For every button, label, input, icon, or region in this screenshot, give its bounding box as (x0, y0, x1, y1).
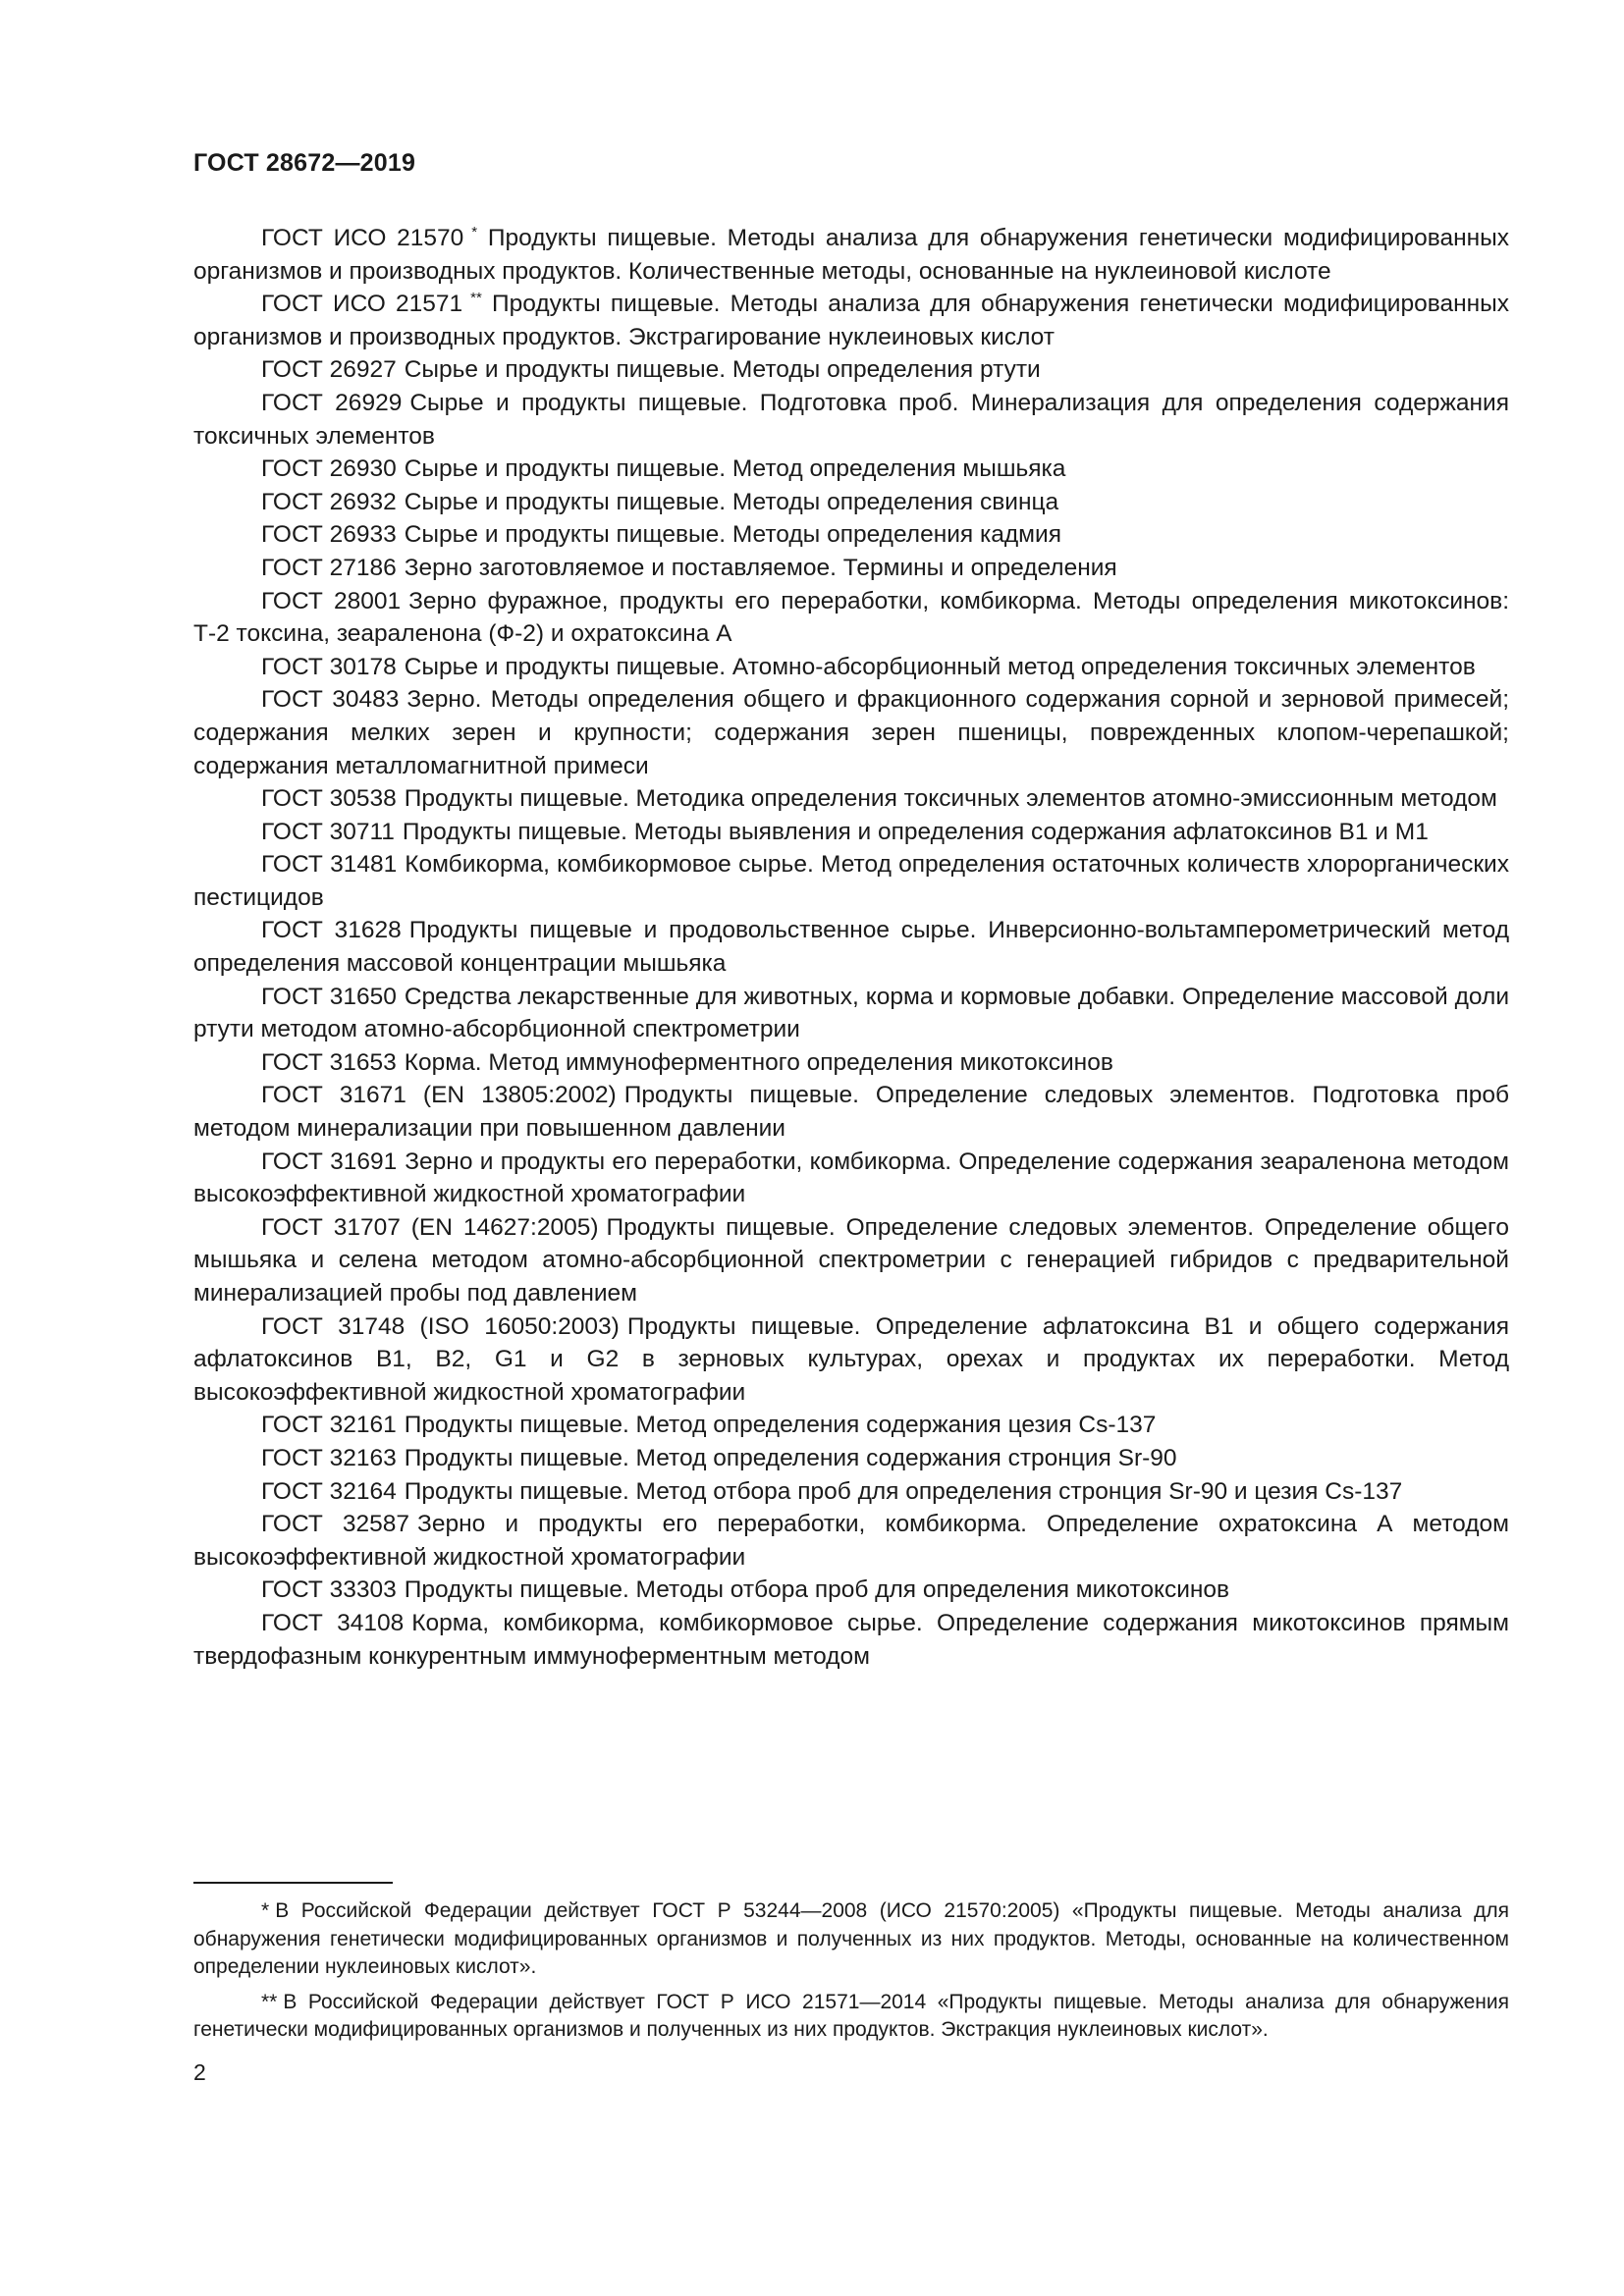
footnote-separator (193, 1882, 393, 1884)
reference-code: ГОСТ 31671 (EN 13805:2002) (261, 1082, 617, 1109)
reference-title: Сырье и продукты пищевые. Методы определения свинца (404, 488, 1059, 515)
reference-title: Продукты пищевые. Методы отбора проб для определения микотоксинов (404, 1576, 1230, 1604)
reference-title: Зерно и продукты его переработки, комбикорма. Определение содержания зеараленона методом высокоэффективной жидкостной хроматографии (193, 1148, 1509, 1208)
reference-code: ГОСТ 32163 (261, 1444, 397, 1471)
reference-title: Сырье и продукты пищевые. Методы определения кадмия (404, 521, 1061, 549)
reference-item (193, 816, 1509, 849)
reference-title: Продукты пищевые. Определение афлатоксина В1 и общего содержания афлатоксинов В1, В2, G1 и G2 в зерновых культурах, орехах и продуктах их переработки. Метод высокоэффективной жидкостной хроматографии (193, 1312, 1509, 1406)
document-header: ГОСТ 28672—2019 (193, 149, 416, 177)
footnote-text: В Российской Федерации действует ГОСТ Р ИСО 21571—2014 «Продукты пищевые. Методы анализа для обнаружения генетически модифицированных организмов и полученных из них продуктов. Экстракция нуклеиновых кислот». (193, 1990, 1509, 2041)
reference-title: Зерно заготовляемое и поставляемое. Термины и определения (404, 554, 1117, 581)
reference-code: ГОСТ 31748 (ISO 16050:2003) (261, 1312, 620, 1340)
reference-item (193, 1607, 1509, 1673)
reference-item (193, 1409, 1509, 1442)
reference-code: ГОСТ 26929 (261, 389, 403, 416)
reference-code: ГОСТ 26933 (261, 521, 397, 549)
reference-code: ГОСТ 26930 (261, 455, 397, 483)
reference-item (193, 1146, 1509, 1211)
footnote (193, 1989, 1509, 2045)
page-number: 2 (193, 2059, 206, 2085)
reference-item (193, 453, 1509, 486)
reference-item (193, 518, 1509, 552)
reference-code: ГОСТ ИСО 21571 (261, 291, 463, 318)
reference-code: ГОСТ 27186 (261, 554, 397, 581)
reference-code: ГОСТ 33303 (261, 1576, 397, 1604)
footnote-marker: ** (470, 290, 482, 307)
reference-item (193, 552, 1509, 585)
reference-code: ГОСТ 31628 (261, 917, 402, 944)
footnote (193, 1897, 1509, 1982)
footnotes (193, 1897, 1509, 2052)
reference-title: Комбикорма, комбикормовое сырье. Метод определения остаточных количеств хлорорганических пестицидов (193, 851, 1509, 911)
footnote-mark: ** (261, 1990, 278, 2013)
reference-item (193, 486, 1509, 519)
reference-item (193, 914, 1509, 980)
reference-item (193, 1574, 1509, 1607)
reference-title: Сырье и продукты пищевые. Методы определения ртути (404, 356, 1041, 384)
reference-item (193, 981, 1509, 1046)
reference-item (193, 288, 1509, 353)
reference-code: ГОСТ 31481 (261, 851, 398, 879)
reference-title: Корма, комбикорма, комбикормовое сырье. Определение содержания микотоксинов прямым твердофазным конкурентным иммуноферментным методом (193, 1609, 1510, 1670)
reference-title: Корма. Метод иммуноферментного определения микотоксинов (404, 1048, 1113, 1076)
reference-item (193, 1508, 1509, 1574)
reference-code: ГОСТ 31650 (261, 983, 397, 1010)
reference-title: Продукты пищевые. Определение следовых элементов. Подготовка проб методом минерализации при повышенном давлении (193, 1082, 1509, 1143)
reference-code: ГОСТ 30538 (261, 785, 397, 813)
reference-title: Продукты пищевые. Метод отбора проб для определения стронция Sr-90 и цезия Cs-137 (404, 1477, 1403, 1505)
reference-code: ГОСТ 32161 (261, 1412, 397, 1439)
reference-item (193, 782, 1509, 816)
reference-title: Продукты пищевые. Определение следовых элементов. Определение общего мышьяка и селена методом атомно-абсорбционной спектрометрии с генерацией гибридов с предварительной минерализацией пробы под давлением (193, 1213, 1509, 1307)
reference-code: ГОСТ 34108 (261, 1609, 405, 1636)
reference-item (193, 848, 1509, 914)
footnote-marker: * (471, 224, 478, 240)
reference-item (193, 683, 1509, 782)
reference-code: ГОСТ 30711 (261, 818, 395, 845)
reference-title: Средства лекарственные для животных, корма и кормовые добавки. Определение массовой доли ртути методом атомно-абсорбционной спектрометрии (193, 983, 1510, 1043)
reference-item (193, 1211, 1509, 1310)
reference-code: ГОСТ 30178 (261, 653, 397, 680)
reference-item (193, 222, 1509, 288)
reference-item (193, 353, 1509, 387)
reference-code: ГОСТ 31691 (261, 1148, 398, 1175)
reference-code: ГОСТ 30483 (261, 686, 400, 714)
reference-code: ГОСТ 31707 (EN 14627:2005) (261, 1213, 599, 1241)
footnote-text: В Российской Федерации действует ГОСТ Р 53244—2008 (ИСО 21570:2005) «Продукты пищевые. Методы анализа для обнаружения генетически модифицированных организмов и полученных из них продуктов. Методы, основанные на количественном определении нуклеиновых кислот». (193, 1899, 1509, 1978)
reference-item (193, 1475, 1509, 1509)
reference-item (193, 1442, 1509, 1475)
reference-code: ГОСТ 26927 (261, 356, 397, 384)
reference-code: ГОСТ 31653 (261, 1048, 397, 1076)
reference-item (193, 1046, 1509, 1080)
reference-title: Зерно и продукты его переработки, комбикорма. Определение охратоксина А методом высокоэффективной жидкостной хроматографии (193, 1511, 1510, 1571)
reference-code: ГОСТ ИСО 21570 (261, 225, 464, 251)
reference-title: Сырье и продукты пищевые. Атомно-абсорбционный метод определения токсичных элементов (404, 653, 1476, 680)
reference-item (193, 1079, 1509, 1145)
reference-title: Продукты пищевые. Методика определения токсичных элементов атомно-эмиссионным методом (404, 785, 1497, 813)
reference-item (193, 585, 1509, 651)
normative-references-list (193, 222, 1509, 1673)
reference-title: Продукты пищевые. Методы выявления и определения содержания афлатоксинов В1 и М1 (402, 818, 1429, 845)
reference-title: Продукты пищевые. Методы анализа для обнаружения генетически модифицированных организмов и производных продуктов. Количественные методы, основанные на нуклеиновой кислоте (193, 225, 1509, 285)
footnote-mark: * (261, 1899, 270, 1922)
reference-item (193, 651, 1509, 684)
reference-title: Продукты пищевые. Метод определения содержания цезия Cs-137 (404, 1412, 1157, 1439)
reference-title: Зерно. Методы определения общего и фракционного содержания сорной и зерновой примесей; содержания мелких зерен и крупности; содержания зерен пшеницы, поврежденных клопом-черепашкой; содержания металломагнитной примеси (193, 686, 1510, 779)
reference-code: ГОСТ 32164 (261, 1477, 397, 1505)
reference-title: Продукты пищевые. Метод определения содержания стронция Sr-90 (404, 1444, 1177, 1471)
reference-item (193, 387, 1509, 453)
reference-title: Сырье и продукты пищевые. Метод определения мышьяка (404, 455, 1066, 483)
reference-title: Продукты пищевые и продовольственное сырье. Инверсионно-вольтамперометрический метод определения массовой концентрации мышьяка (193, 917, 1510, 978)
reference-title: Зерно фуражное, продукты его переработки, комбикорма. Методы определения микотоксинов: Т-2 токсина, зеараленона (Ф-2) и охратоксина А (193, 587, 1509, 648)
reference-title: Сырье и продукты пищевые. Подготовка проб. Минерализация для определения содержания токсичных элементов (193, 389, 1510, 450)
reference-item (193, 1310, 1509, 1410)
reference-title: Продукты пищевые. Методы анализа для обнаружения генетически модифицированных организмов и производных продуктов. Экстрагирование нуклеиновых кислот (193, 291, 1510, 350)
reference-code: ГОСТ 32587 (261, 1511, 410, 1538)
reference-code: ГОСТ 28001 (261, 587, 402, 614)
reference-code: ГОСТ 26932 (261, 488, 397, 515)
